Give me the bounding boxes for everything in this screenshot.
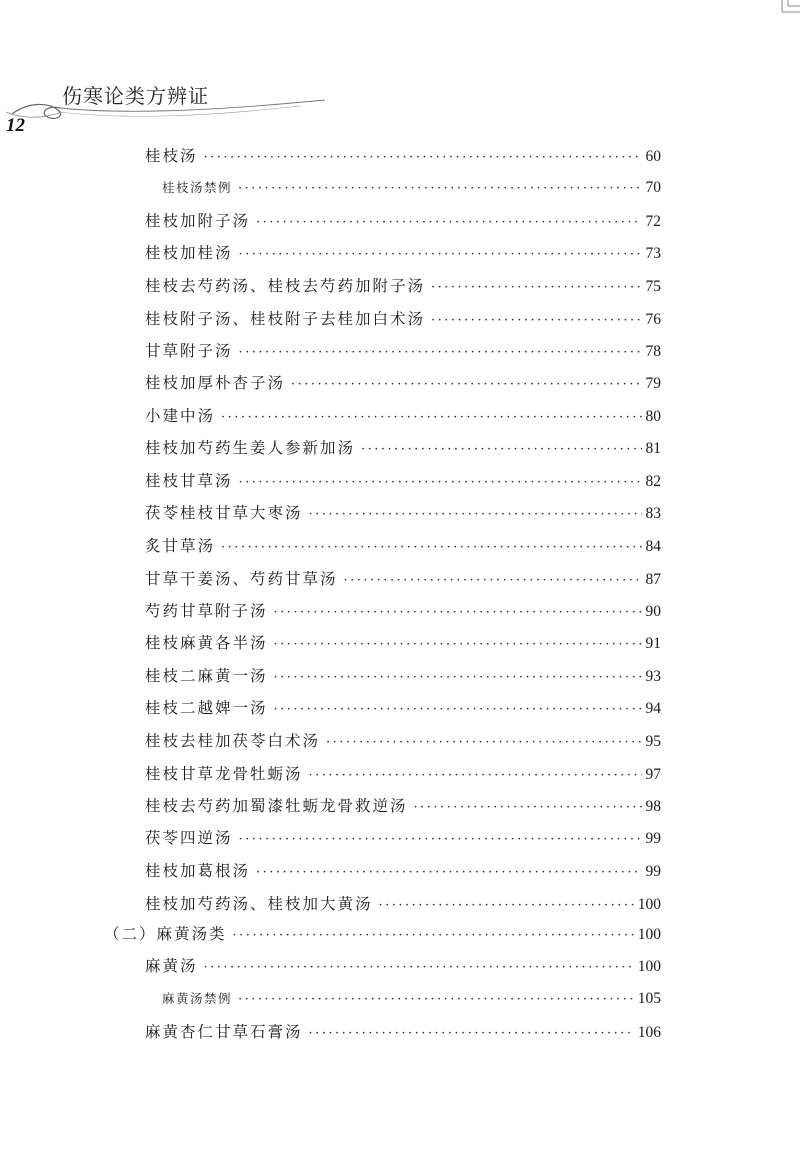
toc-entry-title: 炙甘草汤 — [145, 537, 216, 555]
toc-dot-leader — [239, 345, 642, 360]
toc-dot-leader — [274, 670, 642, 685]
toc-entry-page: 84 — [645, 538, 661, 555]
toc-entry-page: 82 — [645, 473, 661, 490]
toc-entry-title: 小建中汤 — [145, 407, 216, 425]
toc-entry-page: 93 — [645, 668, 661, 685]
toc-entry-page: 79 — [645, 375, 661, 392]
toc-dot-leader — [233, 928, 634, 943]
toc-entry[interactable] — [145, 404, 661, 426]
toc-dot-leader — [256, 215, 641, 230]
toc-entry-title: 麻黄杏仁甘草石膏汤 — [145, 1023, 303, 1041]
toc-entry[interactable] — [145, 501, 661, 523]
toc-entry[interactable] — [145, 469, 661, 491]
toc-dot-leader — [431, 313, 641, 328]
toc-dot-leader — [309, 1026, 634, 1041]
toc-entry-page: 95 — [645, 733, 661, 750]
toc-entry-title: 桂枝加葛根汤 — [145, 862, 251, 880]
toc-entry-title: 芍药甘草附子汤 — [145, 602, 268, 620]
toc-entry-page: 100 — [637, 926, 661, 943]
toc-entry-title: 桂枝加桂汤 — [145, 244, 233, 262]
toc-entry-title: 桂枝加芍药生姜人参新加汤 — [145, 439, 356, 457]
toc-entry-page: 106 — [637, 1024, 661, 1041]
toc-dot-leader — [256, 865, 641, 880]
toc-dot-leader — [204, 150, 642, 165]
toc-entry[interactable] — [145, 371, 661, 393]
toc-entry[interactable] — [145, 144, 661, 166]
toc-dot-leader — [274, 702, 642, 717]
toc-entry-page: 81 — [645, 440, 661, 457]
toc-entry[interactable] — [145, 436, 661, 458]
toc-entry-page: 73 — [645, 245, 661, 262]
toc-entry-title: 桂枝甘草汤 — [145, 472, 233, 490]
crop-mark-icon — [760, 0, 800, 30]
toc-entry[interactable] — [145, 729, 661, 751]
toc-entry-title: 桂枝汤禁例 — [162, 180, 233, 195]
toc-dot-leader — [239, 832, 642, 847]
toc-entry[interactable] — [145, 892, 661, 914]
toc-entry-title: 桂枝麻黄各半汤 — [145, 634, 268, 652]
toc-entry[interactable] — [145, 826, 661, 848]
toc-entry-title: 桂枝甘草龙骨牡蛎汤 — [145, 765, 303, 783]
toc-entry[interactable] — [145, 209, 661, 231]
toc-entry[interactable] — [145, 599, 661, 621]
toc-entry[interactable] — [145, 307, 661, 329]
toc-entry-page: 100 — [637, 958, 661, 975]
toc-entry[interactable] — [162, 178, 661, 197]
toc-entry[interactable] — [145, 339, 661, 361]
toc-entry-page: 75 — [645, 278, 661, 295]
toc-entry[interactable] — [145, 794, 661, 816]
toc-entry[interactable] — [145, 1020, 661, 1042]
toc-entry[interactable] — [145, 241, 661, 263]
toc-dot-leader — [204, 960, 634, 975]
toc-section-title: （二）麻黄汤类 — [104, 925, 227, 943]
toc-entry-page: 99 — [645, 863, 661, 880]
toc-dot-leader — [431, 280, 641, 295]
toc-entry[interactable] — [145, 534, 661, 556]
toc-entry-page: 87 — [645, 571, 661, 588]
toc-dot-leader — [221, 410, 641, 425]
toc-dot-leader — [274, 605, 642, 620]
toc-entry-page: 99 — [645, 830, 661, 847]
toc-entry[interactable] — [145, 696, 661, 718]
toc-entry[interactable] — [145, 762, 661, 784]
toc-entry[interactable] — [145, 859, 661, 881]
toc-entry-title: 桂枝去芍药汤、桂枝去芍药加附子汤 — [145, 277, 426, 295]
toc-entry-title: 桂枝二麻黄一汤 — [145, 667, 268, 685]
toc-entry-title: 甘草干姜汤、芍药甘草汤 — [145, 570, 338, 588]
toc-entry-page: 72 — [645, 213, 661, 230]
toc-entry-title: 桂枝二越婢一汤 — [145, 699, 268, 717]
toc-entry-title: 桂枝加厚朴杏子汤 — [145, 374, 286, 392]
toc-dot-leader — [239, 475, 642, 490]
toc-entry-page: 60 — [645, 148, 661, 165]
toc-entry-title: 桂枝去芍药加蜀漆牡蛎龙骨救逆汤 — [145, 797, 408, 815]
toc-dot-leader — [361, 442, 641, 457]
toc-entry-page: 98 — [645, 798, 661, 815]
toc-dot-leader — [326, 735, 641, 750]
toc-entry-page: 76 — [645, 311, 661, 328]
toc-dot-leader — [414, 800, 642, 815]
toc-dot-leader — [239, 247, 642, 262]
toc-dot-leader — [344, 573, 642, 588]
toc-entry-page: 105 — [637, 990, 661, 1007]
toc-entry-title: 桂枝附子汤、桂枝附子去桂加白术汤 — [145, 310, 426, 328]
toc-entry[interactable] — [145, 567, 661, 589]
toc-entry-title: 茯苓桂枝甘草大枣汤 — [145, 504, 303, 522]
toc-dot-leader — [238, 181, 641, 196]
toc-section-heading[interactable] — [104, 922, 661, 944]
toc-dot-leader — [274, 637, 642, 652]
toc-entry-page: 78 — [645, 343, 661, 360]
toc-entry[interactable] — [145, 954, 661, 976]
toc-entry[interactable] — [162, 989, 661, 1008]
toc-entry-title: 桂枝加附子汤 — [145, 212, 251, 230]
toc-entry-title: 麻黄汤禁例 — [162, 991, 233, 1006]
toc-entry-page: 80 — [645, 408, 661, 425]
toc-entry-page: 94 — [645, 700, 661, 717]
toc-entry-page: 83 — [645, 505, 661, 522]
toc-dot-leader — [309, 507, 642, 522]
toc-dot-leader — [291, 377, 641, 392]
page-number: 12 — [6, 115, 25, 136]
toc-entry-title: 桂枝汤 — [145, 147, 198, 165]
toc-entry-page: 91 — [645, 635, 661, 652]
toc-entry-title: 麻黄汤 — [145, 957, 198, 975]
toc-entry-title: 桂枝加芍药汤、桂枝加大黄汤 — [145, 895, 373, 913]
toc-entry[interactable] — [145, 274, 661, 296]
toc-entry-page: 100 — [637, 896, 661, 913]
running-header — [0, 70, 360, 140]
toc-entry[interactable] — [145, 631, 661, 653]
toc-dot-leader — [309, 768, 642, 783]
toc-entry-page: 90 — [645, 603, 661, 620]
toc-dot-leader — [221, 540, 641, 555]
book-title: 伤寒论类方辨证 — [62, 84, 209, 108]
toc-entry[interactable] — [145, 664, 661, 686]
toc-dot-leader — [379, 898, 634, 913]
toc-entry-title: 桂枝去桂加茯苓白术汤 — [145, 732, 321, 750]
toc-dot-leader — [238, 992, 634, 1007]
toc-entry-page: 70 — [645, 179, 661, 196]
toc-entry-title: 茯苓四逆汤 — [145, 829, 233, 847]
toc-entry-title: 甘草附子汤 — [145, 342, 233, 360]
toc-entry-page: 97 — [645, 766, 661, 783]
